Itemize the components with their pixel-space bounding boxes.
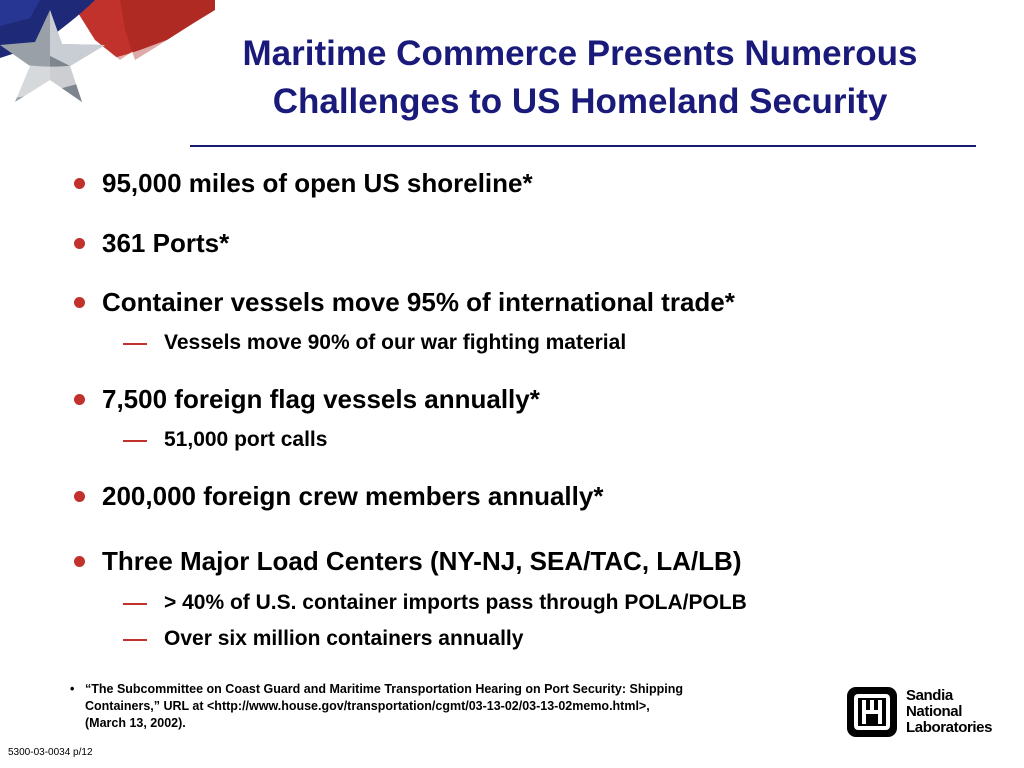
sub-bullet-text: 51,000 port calls <box>164 428 328 451</box>
slide-code: 5300-03-0034 p/12 <box>8 747 93 758</box>
dash-icon <box>123 603 147 605</box>
dash-icon <box>123 440 147 442</box>
sandia-line-2: National <box>906 703 962 720</box>
sandia-thunderbird-icon <box>846 686 898 738</box>
sub-bullet-text: Vessels move 90% of our war fighting material <box>164 331 627 354</box>
footnote-line-2: Containers,” URL at <http://www.house.gov/transportation/cgmt/03-13-02/03-13-02memo.html>, <box>85 699 650 713</box>
dash-icon <box>123 343 147 345</box>
bullet-text: Container vessels move 95% of international trade* <box>102 287 735 317</box>
bullet-text: 200,000 foreign crew members annually* <box>102 481 604 511</box>
bullet-dot-icon <box>74 556 85 567</box>
sub-bullet-text: Over six million containers annually <box>164 627 524 650</box>
bullet-dot-icon <box>74 238 85 249</box>
footnote-line-3: (March 13, 2002). <box>85 716 186 730</box>
sub-bullet-text: > 40% of U.S. container imports pass through POLA/POLB <box>164 591 747 614</box>
bullet-text: 7,500 foreign flag vessels annually* <box>102 384 540 414</box>
dash-icon <box>123 639 147 641</box>
bullet-text: Three Major Load Centers (NY-NJ, SEA/TAC, LA/LB) <box>102 546 742 576</box>
bullet-text: 361 Ports* <box>102 228 230 258</box>
bullet-text: 95,000 miles of open US shoreline* <box>102 168 533 198</box>
title-line-1: Maritime Commerce Presents Numerous <box>242 34 918 73</box>
sandia-wordmark <box>906 688 992 736</box>
bullet-dot-icon <box>74 297 85 308</box>
bullet-dot-icon <box>74 491 85 502</box>
footnote-bullet: • <box>70 682 75 696</box>
slide-title <box>170 30 990 126</box>
sandia-line-1: Sandia <box>906 687 953 704</box>
footnote-line-1: “The Subcommittee on Coast Guard and Maritime Transportation Hearing on Port Security: Shipping <box>85 682 683 696</box>
bullet-dot-icon <box>74 178 85 189</box>
footnote-text <box>85 681 785 732</box>
sandia-line-3: Laboratories <box>906 719 993 736</box>
title-divider <box>190 145 976 147</box>
bullet-dot-icon <box>74 394 85 405</box>
sandia-logo <box>846 686 996 742</box>
title-line-2: Challenges to US Homeland Security <box>272 82 888 121</box>
